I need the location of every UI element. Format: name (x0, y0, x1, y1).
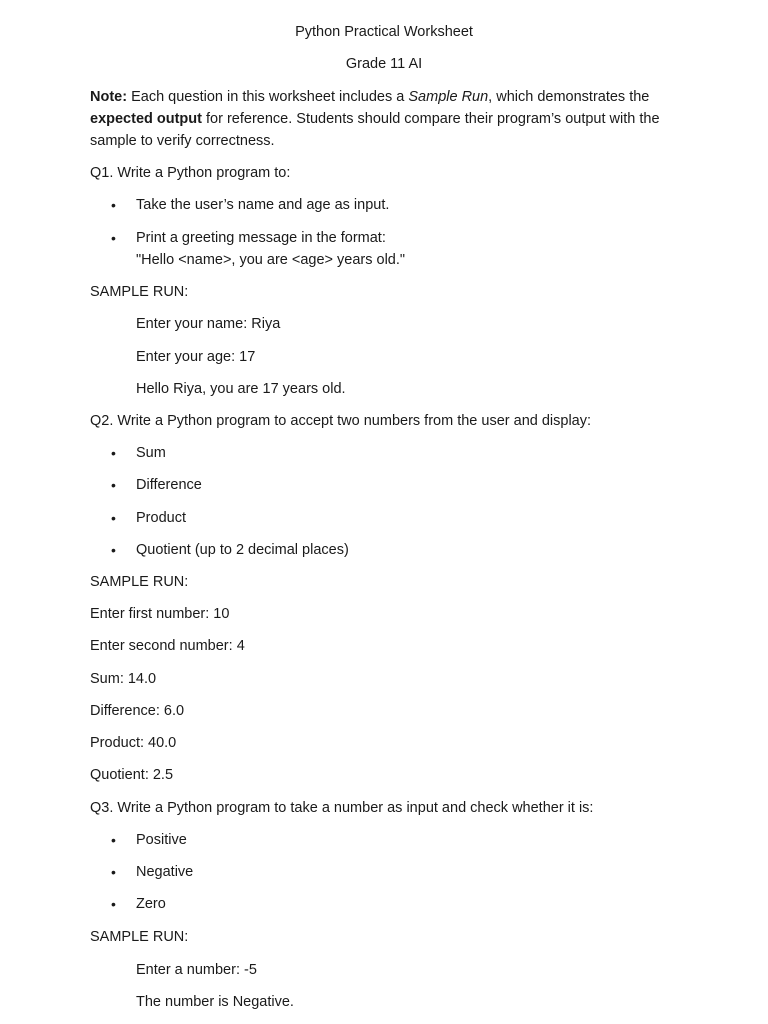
page-title: Python Practical Worksheet (295, 24, 473, 40)
note-line-2 (90, 109, 660, 129)
note-text-3: for reference. Students should compare their program’s output with the (201, 111, 660, 127)
q3-prompt: Q3. Write a Python program to take a number as input and check whether it is: (90, 800, 594, 816)
sample-run-label: SAMPLE RUN: (90, 284, 189, 300)
q3-bullet-text: Positive (136, 832, 187, 848)
q1-prompt: Q1. Write a Python program to: (90, 165, 291, 181)
q2-prompt: Q2. Write a Python program to accept two numbers from the user and display: (90, 413, 592, 429)
q1-format-line: "Hello <name>, you are <age> years old." (136, 252, 406, 268)
bullet-icon: • (111, 197, 116, 213)
page-subtitle: Grade 11 AI (345, 56, 423, 72)
q2-bullet-text: Quotient (up to 2 decimal places) (136, 542, 349, 558)
note-line-1 (90, 87, 649, 107)
sample-output-line: Product: 40.0 (90, 735, 177, 751)
q1-bullet-text: Print a greeting message in the format: (136, 230, 386, 246)
sample-output-line: Enter first number: 10 (90, 606, 230, 622)
sample-output-line: Enter second number: 4 (90, 638, 245, 654)
note-text-1: Each question in this worksheet includes a (127, 89, 409, 105)
sample-output-line: Quotient: 2.5 (90, 767, 174, 783)
sample-output-line: Hello Riya, you are 17 years old. (136, 381, 346, 397)
bullet-icon: • (111, 477, 116, 493)
note-label: Note: (90, 89, 128, 105)
sample-output-line: The number is Negative. (136, 994, 294, 1010)
bullet-icon: • (111, 896, 116, 912)
q2-bullet-text: Sum (136, 445, 166, 461)
sample-output-line: Enter your name: Riya (136, 316, 281, 332)
sample-output-line: Enter a number: -5 (136, 962, 257, 978)
note-expected-output: expected output (90, 111, 202, 127)
q3-bullet-text: Zero (136, 896, 166, 912)
q1-bullet-text: Take the user’s name and age as input. (136, 197, 390, 213)
bullet-icon: • (111, 230, 116, 246)
note-line-3: sample to verify correctness. (90, 133, 275, 149)
sample-output-line: Difference: 6.0 (90, 703, 185, 719)
q2-bullet-text: Product (136, 510, 186, 526)
bullet-icon: • (111, 832, 116, 848)
bullet-icon: • (111, 445, 116, 461)
sample-output-line: Enter your age: 17 (136, 349, 256, 365)
bullet-icon: • (111, 542, 116, 558)
bullet-icon: • (111, 864, 116, 880)
bullet-icon: • (111, 510, 116, 526)
sample-output-line: Sum: 14.0 (90, 671, 157, 687)
q2-bullet-text: Difference (136, 477, 202, 493)
note-sample-run: Sample Run (408, 89, 489, 105)
sample-run-label: SAMPLE RUN: (90, 574, 189, 590)
sample-run-label: SAMPLE RUN: (90, 929, 189, 945)
note-text-2: , which demonstrates the (488, 89, 650, 105)
q3-bullet-text: Negative (136, 864, 194, 880)
